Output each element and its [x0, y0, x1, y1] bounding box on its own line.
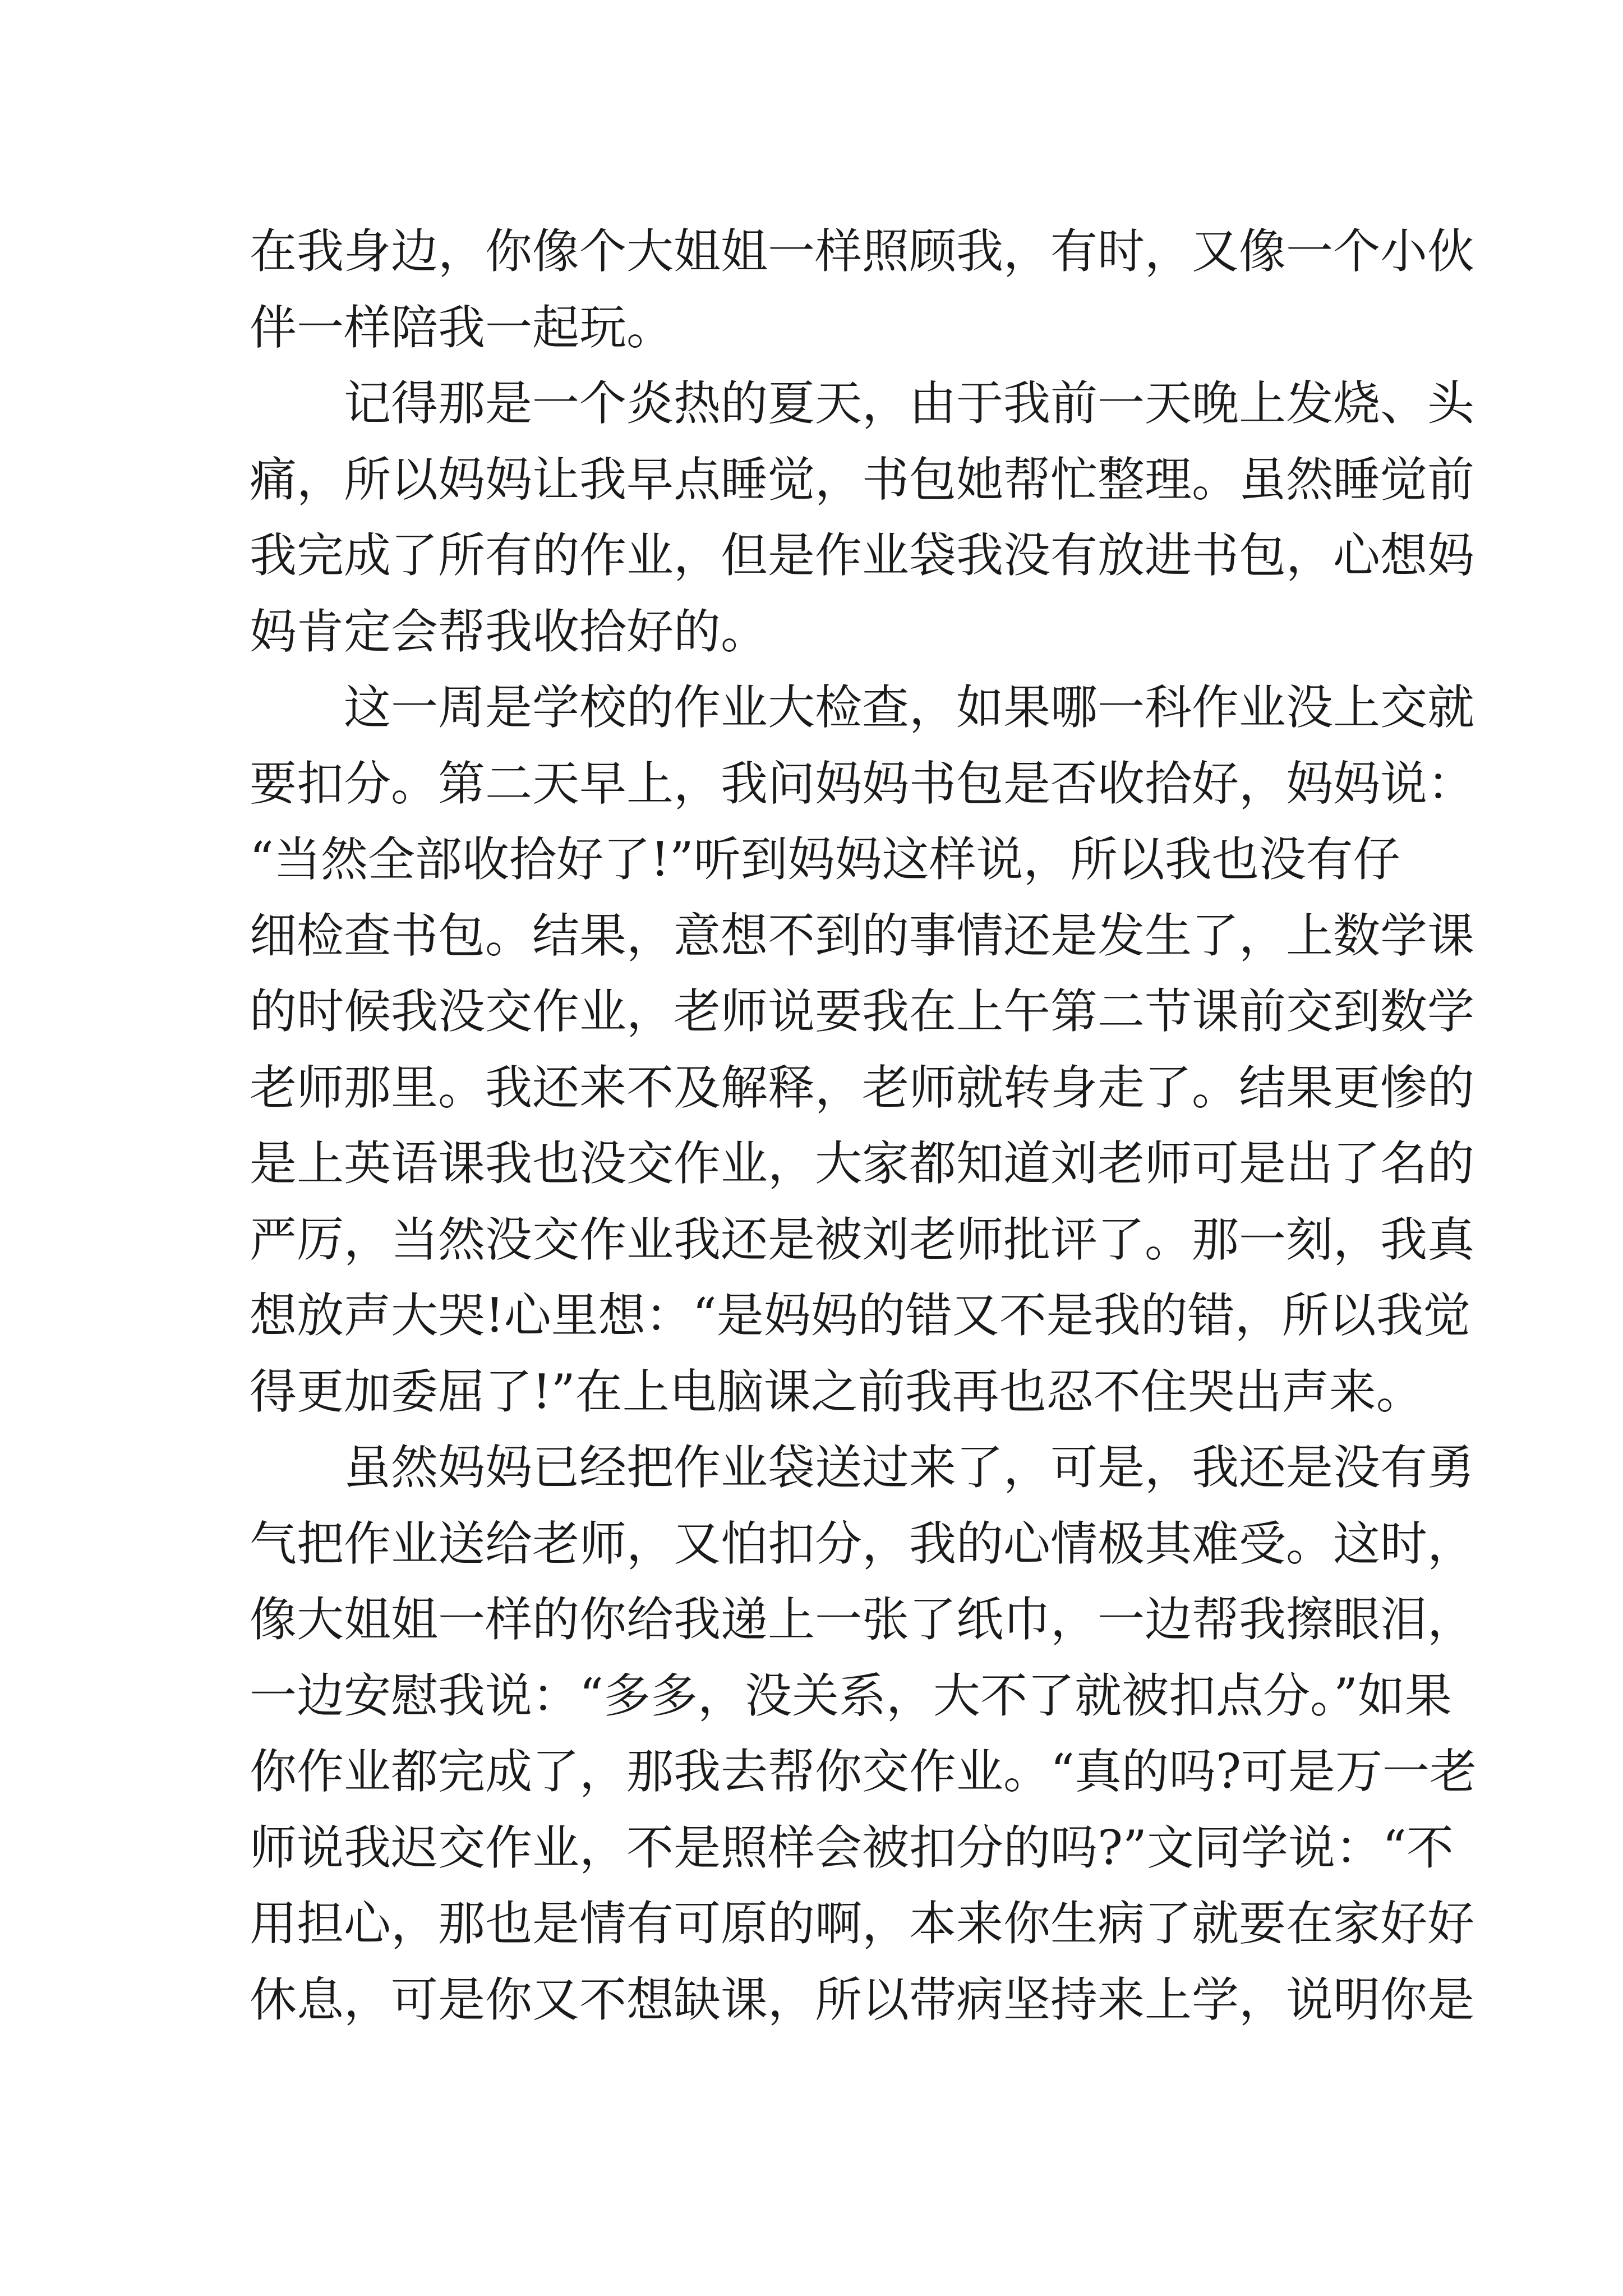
text-line: 一边安慰我说：“多多，没关系，大不了就被扣点分。”如果: [250, 1668, 1452, 1723]
text-line: 得更加委屈了!”在上电脑课之前我再也忍不住哭出声来。: [250, 1364, 1423, 1419]
text-line: 像大姐姐一样的你给我递上一张了纸巾，一边帮我擦眼泪，: [250, 1592, 1475, 1647]
text-line: 的时候我没交作业，老师说要我在上午第二节课前交到数学: [250, 984, 1475, 1039]
text-line: 妈肯定会帮我收拾好的。: [250, 604, 768, 659]
text-line: 我完成了所有的作业，但是作业袋我没有放进书包，心想妈: [250, 528, 1475, 583]
text-line: 细检查书包。结果，意想不到的事情还是发生了，上数学课: [250, 908, 1475, 963]
text-line: 老师那里。我还来不及解释，老师就转身走了。结果更惨的: [250, 1060, 1475, 1115]
text-line: 气把作业送给老师，又怕扣分，我的心情极其难受。这时，: [250, 1516, 1475, 1571]
body-text: [250, 214, 1477, 2038]
text-line: 想放声大哭!心里想：“是妈妈的错又不是我的错，所以我觉: [250, 1288, 1470, 1343]
text-line: 师说我迟交作业，不是照样会被扣分的吗?”文同学说：“不: [250, 1820, 1454, 1875]
paragraph-first-line: 记得那是一个炎热的夏天，由于我前一天晚上发烧、头: [344, 376, 1475, 431]
paragraph-first-line: 这一周是学校的作业大检查，如果哪一科作业没上交就: [344, 680, 1475, 735]
text-line: 用担心，那也是情有可原的啊，本来你生病了就要在家好好: [250, 1896, 1475, 1951]
paragraph-first-line: 虽然妈妈已经把作业袋送过来了，可是，我还是没有勇: [344, 1440, 1475, 1495]
text-line: 伴一样陪我一起玩。: [250, 300, 674, 355]
text-line: 在我身边，你像个大姐姐一样照顾我，有时，又像一个小伙: [250, 224, 1475, 279]
text-line: 严厉，当然没交作业我还是被刘老师批评了。那一刻，我真: [250, 1212, 1475, 1267]
text-line: 要扣分。第二天早上，我问妈妈书包是否收拾好，妈妈说：: [250, 756, 1475, 811]
text-line: 痛，所以妈妈让我早点睡觉，书包她帮忙整理。虽然睡觉前: [250, 452, 1475, 507]
text-line: “当然全部收拾好了!”听到妈妈这样说，所以我也没有仔: [250, 832, 1400, 887]
text-line: 休息，可是你又不想缺课，所以带病坚持来上学，说明你是: [250, 1972, 1475, 2027]
text-line: 是上英语课我也没交作业，大家都知道刘老师可是出了名的: [250, 1136, 1475, 1191]
text-line: 你作业都完成了，那我去帮你交作业。“真的吗?可是万一老: [250, 1744, 1477, 1799]
